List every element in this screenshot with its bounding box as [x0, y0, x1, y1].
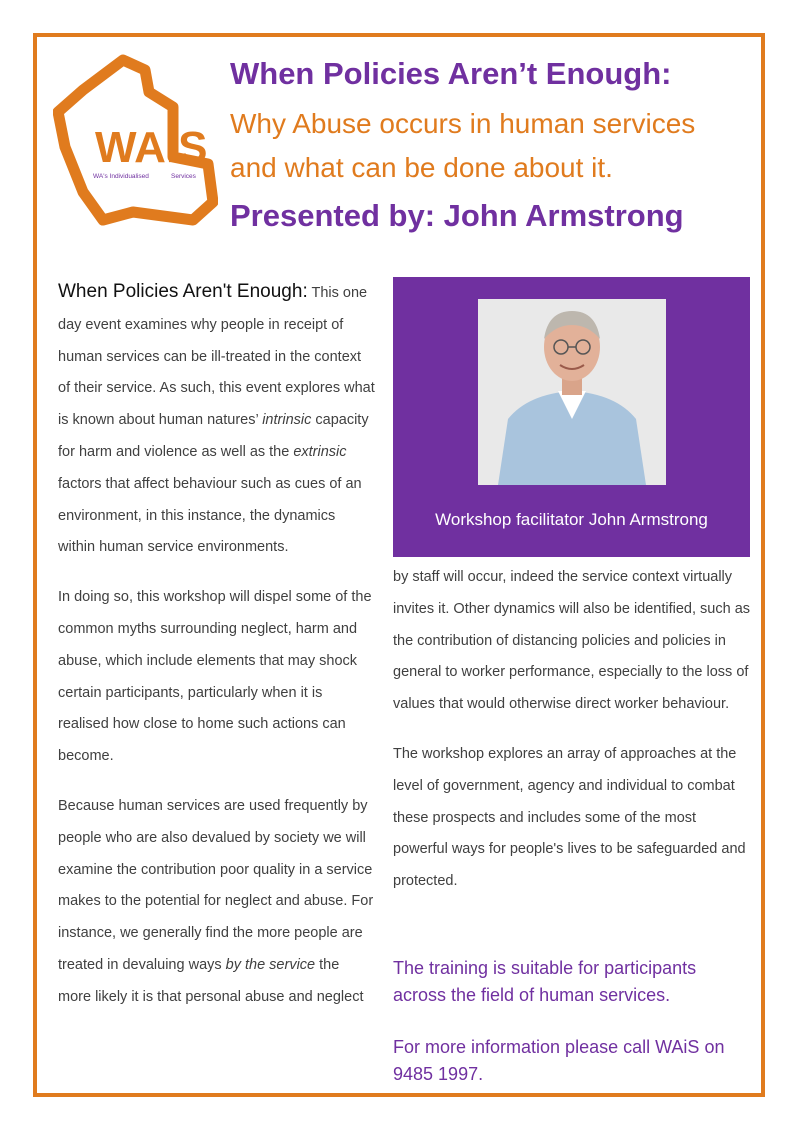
facilitator-photo-box: [393, 277, 750, 557]
logo-subtitle-right: Services: [171, 173, 196, 180]
intro-text-c: factors that affect behaviour such as cues of an environment, in this instance, the dynamics within human service environments.: [58, 475, 362, 556]
intro-text-a: This one day event examines why people in receipt of human services can be ill-treated in the context of their service. As such, this event explores what is known about human natures’: [58, 285, 375, 429]
page-title: When Policies Aren’t Enough:: [230, 56, 672, 91]
devaluing-em: by the service: [225, 956, 316, 973]
suitability-callout: The training is suitable for participants across the field of human services.: [393, 958, 697, 1005]
left-column: [58, 276, 376, 1032]
western-australia-map-outline-icon: [53, 52, 218, 227]
intro-em-intrinsic: intrinsic: [262, 412, 312, 429]
facilitator-photo: [478, 299, 666, 485]
photo-caption: Workshop facilitator John Armstrong: [435, 510, 708, 529]
logo-text: WAiS: [95, 123, 208, 172]
intro-text-b: capacity for harm and violence as well as the: [58, 412, 369, 460]
subtitle-line-1: Why Abuse occurs in human services: [230, 108, 696, 139]
person-portrait-icon: [478, 299, 666, 485]
wais-logo: [53, 52, 218, 227]
devaluing-text-b: the more likely it is that personal abuse and neglect: [58, 956, 364, 1005]
devaluing-paragraph: [58, 791, 376, 1014]
devaluing-text-a: Because human services are used frequently by people who are also devalued by society we will examine the contribution poor quality in a service makes to the potential for neglect and abuse. For instance, we generally find the more people are treated in devaluing ways: [58, 797, 374, 973]
contact-callout: For more information please call WAiS on 9485 1997.: [393, 1037, 725, 1084]
right-column: [393, 562, 753, 916]
page-subtitle: [230, 102, 760, 190]
logo-subtitle-left: WA's Individualised: [93, 173, 149, 180]
continuation-paragraph: by staff will occur, indeed the service context virtually invites it. Other dynamics will also be identified, such as the contribution of distancing policies and policies in general to worker performance, especially to the loss of values that would otherwise direct worker behaviour.: [393, 569, 751, 713]
subtitle-line-2: and what can be done about it.: [230, 152, 613, 183]
intro-paragraph: [58, 276, 376, 564]
lead-heading: When Policies Aren't Enough:: [58, 281, 308, 302]
myths-paragraph: In doing so, this workshop will dispel some of the common myths surrounding neglect, harm and abuse, which include elements that may shock certain participants, particularly when it is realised how close to home such actions can become.: [58, 589, 372, 765]
intro-em-extrinsic: extrinsic: [293, 443, 347, 460]
presenter-heading: Presented by: John Armstrong: [230, 198, 684, 233]
approaches-paragraph: The workshop explores an array of approaches at the level of government, agency and individual to combat these prospects and includes some of the most powerful ways for people's lives to be safeguarded and protected.: [393, 745, 746, 890]
